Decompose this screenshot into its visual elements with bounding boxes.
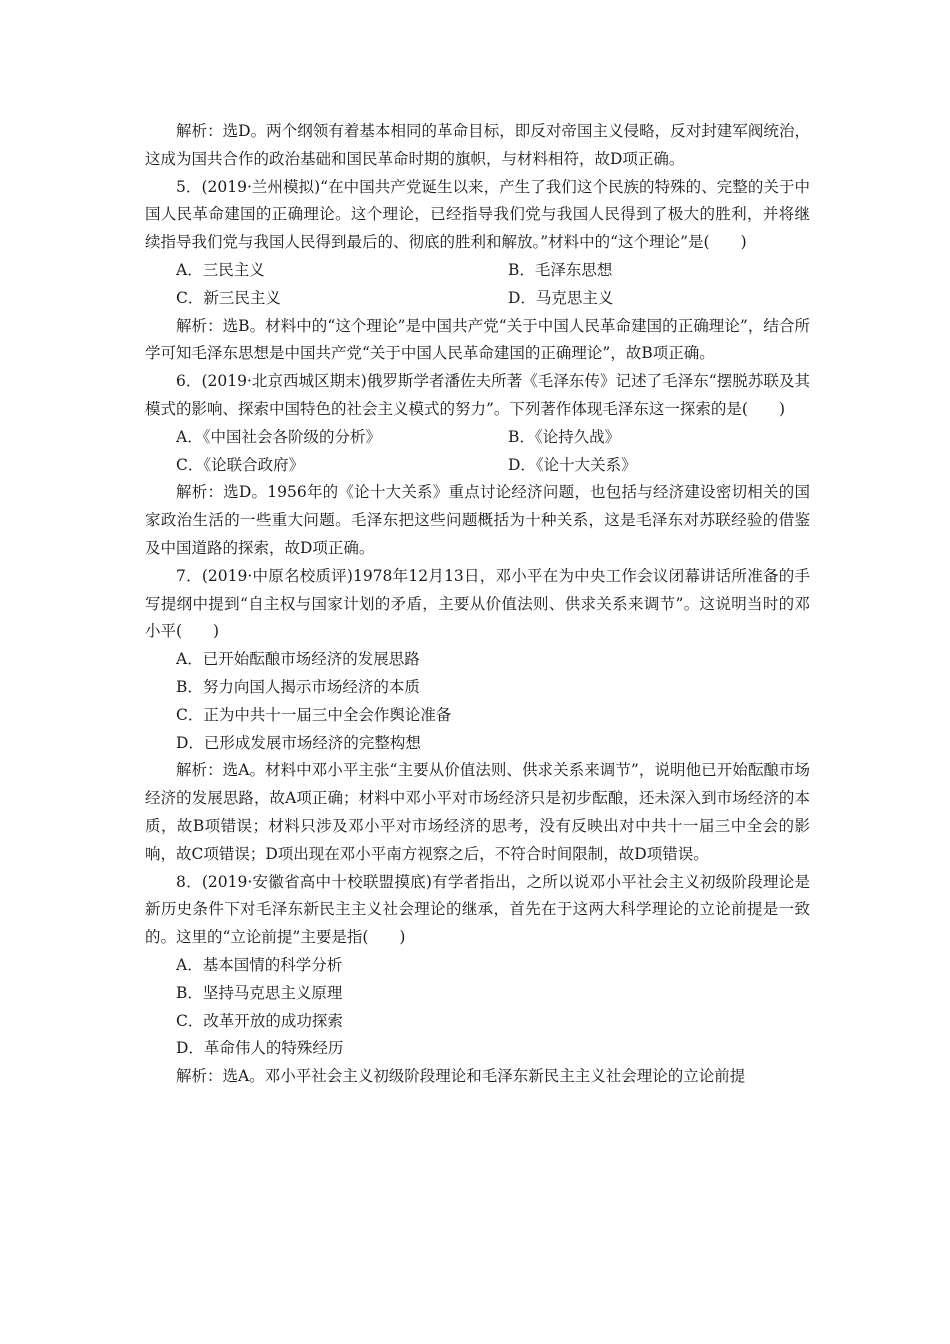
q5-option-row-1 <box>145 257 810 285</box>
q6-option-d: D．《论十大关系》 <box>508 455 637 474</box>
analysis-paragraph-q4: 解析：选D。两个纲领有着基本相同的革命目标，即反对帝国主义侵略，反对封建军阀统治，这成为国共合作的政治基础和国民革命时期的旗帜，与材料相符，故D项正确。 <box>145 122 810 168</box>
question-5-stem: 5．(2019·兰州模拟)“在中国共产党诞生以来，产生了我们这个民族的特殊的、完整的关于中国人民革命建国的正确理论。这个理论，已经指导我们党与我国人民得到了极大的胜利，并将继续指导我们党与我国人民得到最后的、彻底的胜利和解放。”材料中的“这个理论”是( ) <box>145 177 810 252</box>
q5-option-row-2 <box>145 285 810 313</box>
q6-option-b: B．《论持久战》 <box>508 427 621 446</box>
q5-option-a: A．三民主义 <box>176 260 265 279</box>
q8-option-b: B．坚持马克思主义原理 <box>176 983 343 1002</box>
analysis-paragraph-q5: 解析：选B。材料中的“这个理论”是中国共产党“关于中国人民革命建国的正确理论”，结合所学可知毛泽东思想是中国共产党“关于中国人民革命建国的正确理论”，故B项正确。 <box>145 316 810 363</box>
q7-option-b: B．努力向国人揭示市场经济的本质 <box>176 677 420 696</box>
question-7-stem: 7．(2019·中原名校质评)1978年12月13日，邓小平在为中央工作会议闭幕讲话所准备的手写提纲中提到“自主权与国家计划的矛盾，主要从价值法则、供求关系来调节”。这说明当时的邓小平( ) <box>145 566 810 641</box>
q6-option-row-2 <box>145 452 810 480</box>
q8-option-c: C．改革开放的成功探索 <box>176 1011 343 1030</box>
q7-option-a: A．已开始酝酿市场经济的发展思路 <box>176 650 420 669</box>
q6-option-c: C．《论联合政府》 <box>176 455 305 474</box>
q5-option-c: C．新三民主义 <box>176 288 281 307</box>
q7-option-d: D．已形成发展市场经济的完整构想 <box>176 733 421 752</box>
analysis-paragraph-q7: 解析：选A。材料中邓小平主张“主要从价值法则、供求关系来调节”，说明他已开始酝酿市场经济的发展思路，故A项正确；材料中邓小平对市场经济只是初步酝酿，还未深入到市场经济的本质，故B项错误；材料只涉及邓小平对市场经济的思考，没有反映出对中共十一届三中全会的影响，故C项错误；D项出现在邓小平南方视察之后，不符合时间限制，故D项错误。 <box>145 761 810 863</box>
q6-option-row-1 <box>145 424 810 452</box>
document-body <box>145 118 810 1091</box>
q5-option-b: B．毛泽东思想 <box>508 260 613 279</box>
question-6-stem: 6．(2019·北京西城区期末)俄罗斯学者潘佐夫所著《毛泽东传》记述了毛泽东“摆脱苏联及其模式的影响、探索中国特色的社会主义模式的努力”。下列著作体现毛泽东这一探索的是( ) <box>145 372 810 418</box>
q8-option-a: A．基本国情的科学分析 <box>176 955 343 974</box>
q5-option-d: D．马克思主义 <box>508 288 614 307</box>
question-8-stem: 8．(2019·安徽省高中十校联盟摸底)有学者指出，之所以说邓小平社会主义初级阶段理论是新历史条件下对毛泽东新民主主义社会理论的继承，首先在于这两大科学理论的立论前提是一致的。这里的“立论前提”主要是指( ) <box>145 872 810 947</box>
q8-option-d: D．革命伟人的特殊经历 <box>176 1039 344 1058</box>
q7-option-c: C．正为中共十一届三中全会作舆论准备 <box>176 705 452 724</box>
analysis-paragraph-q6: 解析：选D。1956年的《论十大关系》重点讨论经济问题，也包括与经济建设密切相关的国家政治生活的一些重大问题。毛泽东把这些问题概括为十种关系，这是毛泽东对苏联经验的借鉴及中国道路的探索，故D项正确。 <box>145 483 810 557</box>
q6-option-a: A．《中国社会各阶级的分析》 <box>176 427 381 446</box>
analysis-paragraph-q8: 解析：选A。邓小平社会主义初级阶段理论和毛泽东新民主主义社会理论的立论前提 <box>176 1067 746 1086</box>
